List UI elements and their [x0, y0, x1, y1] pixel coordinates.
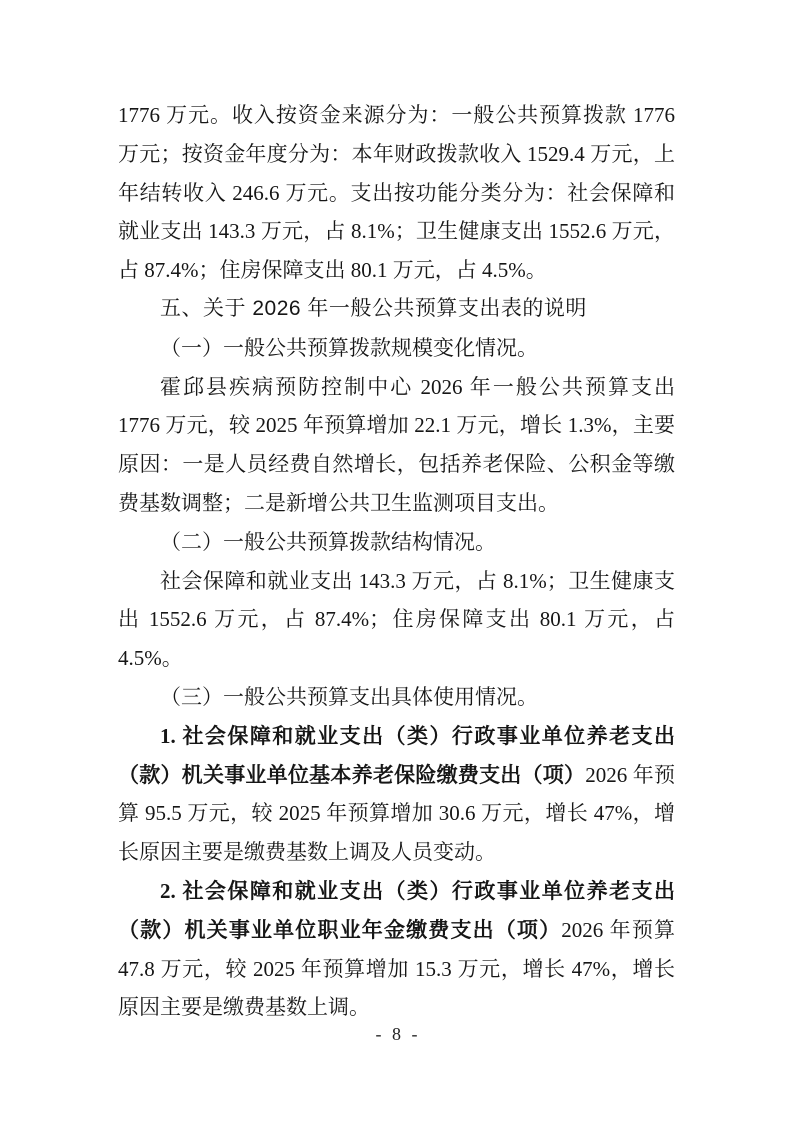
section-heading-five: 五、关于 2026 年一般公共预算支出表的说明 [160, 296, 587, 320]
paragraph-expenditure-structure: 社会保障和就业支出 143.3 万元，占 8.1%；卫生健康支出 1552.6 万元，占 87.4%；住房保障支出 80.1 万元，占 4.5%。 [118, 568, 675, 671]
paragraph-income-breakdown: 1776 万元。收入按资金来源分为：一般公共预算拨款 1776 万元；按资金年度分为：本年财政拨款收入 1529.4 万元，上年结转收入 246.6 万元。支出按功能分类分为：社会保障和就业支出 143.3 万元，占 8.1%；卫生健康支出 1552.6 万元，占 87.4%；住房保障支出 80.1 万元，占 4.5%。 [118, 103, 675, 283]
list-item-1 [118, 717, 675, 872]
subsection-heading-two: （二）一般公共预算拨款结构情况。 [160, 529, 496, 554]
subsection-heading-one: （一）一般公共预算拨款规模变化情况。 [160, 335, 538, 360]
document-body [118, 96, 675, 1027]
list-item-2 [118, 872, 675, 1027]
paragraph-scale-change: 霍邱县疾病预防控制中心 2026 年一般公共预算支出 1776 万元，较 2025 年预算增加 22.1 万元，增长 1.3%，主要原因：一是人员经费自然增长，包括养老保险、公积金等缴费基数调整；二是新增公共卫生监测项目支出。 [118, 374, 675, 515]
list-item-1-lead: 1. 社会保障和就业支出（类）行政事业单位养老支出（款）机关事业单位基本养老保险缴费支出（项） [118, 723, 675, 787]
list-item-2-text: 2026 年预算 47.8 万元，较 2025 年预算增加 15.3 万元，增长 47%，增长原因主要是缴费基数上调。 [118, 917, 676, 1020]
list-item-1-text: 2026 年预算 95.5 万元，较 2025 年预算增加 30.6 万元，增长 47%，增长原因主要是缴费基数上调及人员变动。 [118, 762, 676, 865]
subsection-heading-three: （三）一般公共预算支出具体使用情况。 [160, 684, 538, 709]
list-item-2-lead: 2. 社会保障和就业支出（类）行政事业单位养老支出（款）机关事业单位职业年金缴费支出（项） [118, 878, 675, 942]
page-number: - 8 - [375, 1024, 418, 1044]
